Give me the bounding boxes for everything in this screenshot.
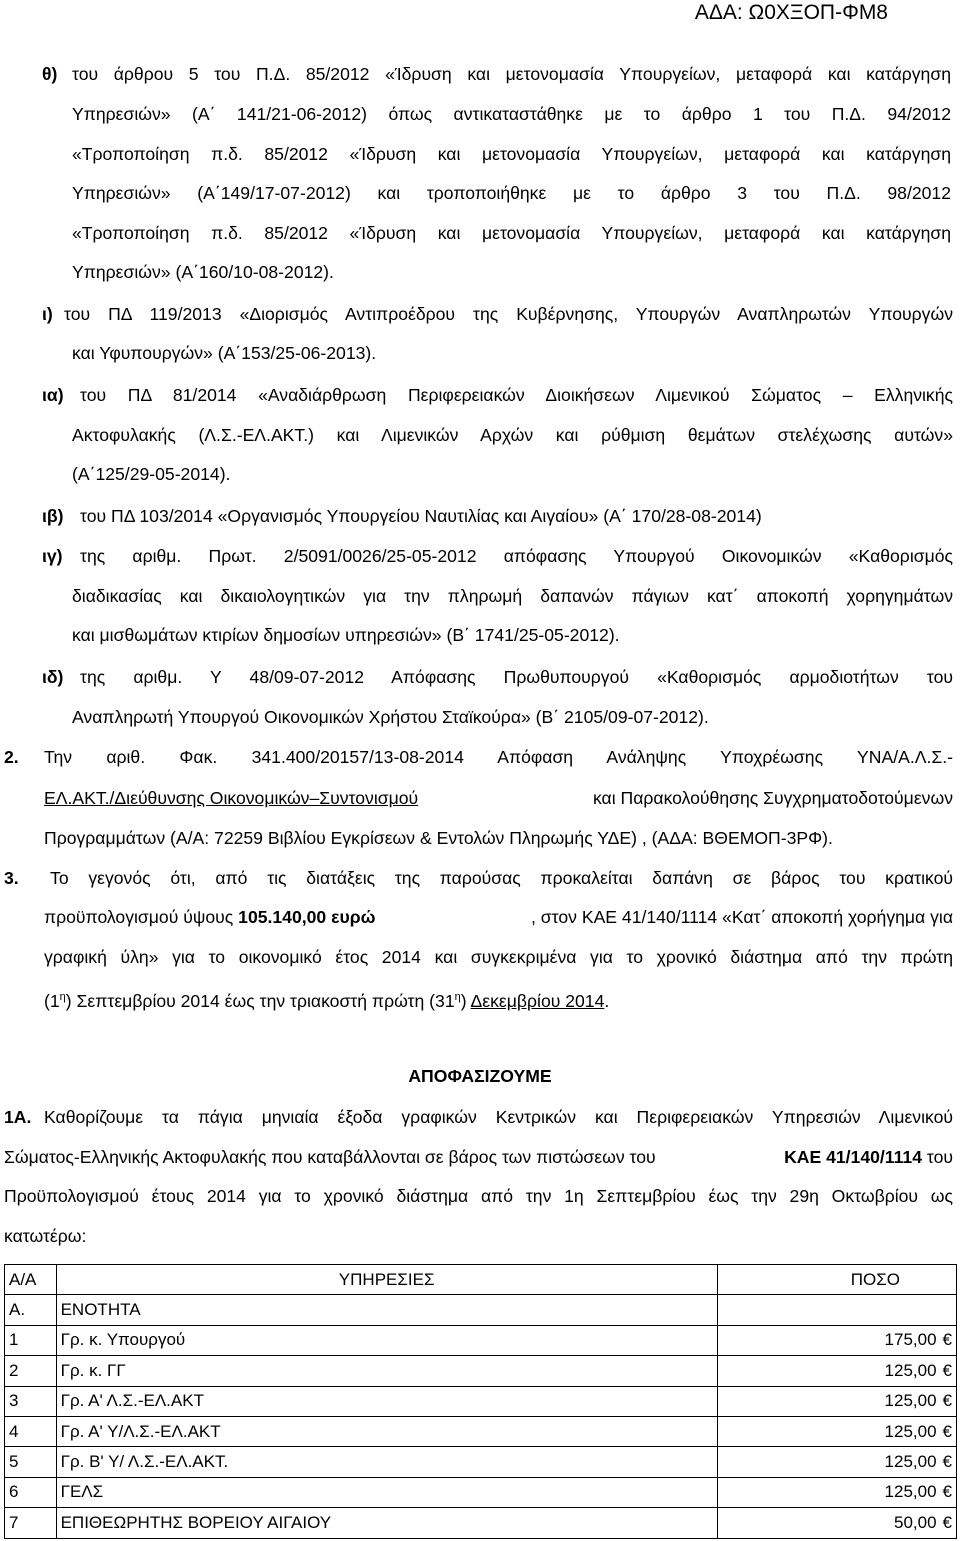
row-aa: 4 xyxy=(5,1416,57,1446)
para-theta-line: Υπηρεσιών» (Α΄160/10-08-2012). xyxy=(72,262,334,282)
para-iota-line: του ΠΔ 119/2013 «Διορισμός Αντιπροέδρου της Κυβέρνησης, Υπουργών Αναπληρωτών Υπουργών xyxy=(64,304,953,324)
para-theta-label: θ) xyxy=(42,64,58,84)
table-row xyxy=(5,1477,957,1507)
row-amount xyxy=(717,1508,956,1538)
decision-1a-kae: ΚΑΕ 41/140/1114 xyxy=(784,1147,922,1167)
para-iota-label: ι) xyxy=(42,304,53,324)
item-3-text: , στον ΚΑΕ 41/140/1114 «Κατ΄ αποκοπή χορήγημα για xyxy=(531,907,953,927)
item-3-text: ) xyxy=(460,990,471,1011)
para-id-label: ιδ) xyxy=(42,667,64,687)
item-3-text: ) Σεπτεμβρίου 2014 έως την τριακοστή πρώτη (31 xyxy=(65,990,455,1011)
para-id-line: Αναπληρωτή Υπουργού Οικονομικών Χρήστου Σταϊκούρα» (Β΄ 2105/09-07-2012). xyxy=(72,707,709,727)
para-ib-line: του ΠΔ 103/2014 «Οργανισμός Υπουργείου Ναυτιλίας και Αιγαίου» (Α΄ 170/28-08-2014) xyxy=(80,506,762,526)
decision-1a-line: Προϋπολογισμού έτους 2014 για το χρονικό διάστημα από την 1η Σεπτεμβρίου έως την 29η Οκτωβρίου ως xyxy=(4,1186,953,1206)
table-section-row xyxy=(5,1295,957,1325)
table-row xyxy=(5,1325,957,1355)
decision-1a-number: 1Α. xyxy=(4,1107,32,1127)
header-amount: ΠΟΣΟ xyxy=(717,1265,956,1295)
para-theta-line: του άρθρου 5 του Π.Δ. 85/2012 «Ίδρυση και μετονομασία Υπουργείων, μεταφορά και κατάργηση xyxy=(72,64,951,84)
euro-symbol: € xyxy=(942,1421,952,1441)
item-2-line: Την αριθ. Φακ. 341.400/20157/13-08-2014 Απόφαση Ανάληψης Υποχρέωσης ΥΝΑ/Α.Λ.Σ.- xyxy=(44,747,953,767)
euro-symbol: € xyxy=(942,1482,952,1502)
item-3-date: Δεκεμβρίου 2014 xyxy=(470,990,605,1011)
row-service: ΓΕΛΣ xyxy=(56,1477,717,1507)
item-3-line xyxy=(44,906,953,928)
row-amount xyxy=(717,1416,956,1446)
row-service: Γρ. κ. ΓΓ xyxy=(56,1356,717,1386)
row-amount-value: 125,00 xyxy=(884,1391,937,1411)
row-amount-value: 125,00 xyxy=(884,1421,937,1441)
row-service: Γρ. Β' Υ/ Λ.Σ.-ΕΛ.ΑΚΤ. xyxy=(56,1447,717,1477)
row-aa: 6 xyxy=(5,1477,57,1507)
row-amount-value: 125,00 xyxy=(884,1452,937,1472)
para-theta-line: Υπηρεσιών» (Α΄ 141/21-06-2012) όπως αντικαταστάθηκε με το άρθρο 1 του Π.Δ. 94/2012 xyxy=(72,104,951,124)
row-service: Γρ. κ. Υπουργού xyxy=(56,1325,717,1355)
item-3-text: (1 xyxy=(44,990,60,1011)
row-amount xyxy=(717,1356,956,1386)
header-services: ΥΠΗΡΕΣΙΕΣ xyxy=(56,1265,717,1295)
table-row xyxy=(5,1447,957,1477)
row-amount-value: 125,00 xyxy=(884,1360,937,1380)
decision-1a-text: Σώματος-Ελληνικής Ακτοφυλακής που καταβάλλονται σε βάρος των πιστώσεων του xyxy=(4,1147,656,1167)
para-ig-line: της αριθμ. Πρωτ. 2/5091/0026/25-05-2012 απόφασης Υπουργού Οικονομικών «Καθορισμός xyxy=(80,546,953,566)
table-row xyxy=(5,1416,957,1446)
decision-title: ΑΠΟΦΑΣΙΖΟΥΜΕ xyxy=(408,1066,552,1086)
row-aa: 2 xyxy=(5,1356,57,1386)
para-ia-line: του ΠΔ 81/2014 «Αναδιάρθρωση Περιφερειακών Διοικήσεων Λιμενικού Σώματος – Ελληνικής xyxy=(80,385,953,405)
item-3-sup: η xyxy=(59,991,66,1003)
item-3-line: γραφική ύλη» για το οικονομικό έτος 2014 και συγκεκριμένα για το χρονικό διάστημα από την πρώτη xyxy=(44,947,953,967)
table-row xyxy=(5,1508,957,1538)
expenses-table xyxy=(4,1264,957,1539)
row-service: ΕΠΙΘΕΩΡΗΤΗΣ ΒΟΡΕΙΟΥ ΑΙΓΑΙΟΥ xyxy=(56,1508,717,1538)
row-amount xyxy=(717,1477,956,1507)
row-aa: 5 xyxy=(5,1447,57,1477)
row-amount-value: 175,00 xyxy=(884,1330,937,1350)
para-ia-line: Ακτοφυλακής (Λ.Σ.-ΕΛ.ΑΚΤ.) και Λιμενικών Αρχών και ρύθμιση θεμάτων στελέχωσης αυτών» xyxy=(72,425,953,445)
euro-symbol: € xyxy=(942,1391,952,1411)
para-ig-line: διαδικασίας και δικαιολογητικών για την πληρωμή δαπανών πάγιων κατ΄ αποκοπή χορηγημάτων xyxy=(72,586,953,606)
row-amount xyxy=(717,1325,956,1355)
section-aa: Α. xyxy=(5,1295,57,1325)
item-3-line xyxy=(44,986,609,1012)
row-aa: 1 xyxy=(5,1325,57,1355)
item-3-text: προϋπολογισμού ύψους xyxy=(44,907,239,927)
item-2-directorate: ΕΛ.ΑΚΤ./Διεύθυνσης Οικονομικών–Συντονισμού xyxy=(44,788,419,808)
para-iota-line: και Υφυπουργών» (Α΄153/25-06-2013). xyxy=(72,343,377,363)
row-service: Γρ. Α' Υ/Λ.Σ.-ΕΛ.ΑΚΤ xyxy=(56,1416,717,1446)
item-3-text: . xyxy=(604,990,610,1011)
row-service: Γρ. Α' Λ.Σ.-ΕΛ.ΑΚΤ xyxy=(56,1386,717,1416)
row-amount-value: 50,00 xyxy=(893,1512,937,1532)
item-2-number: 2. xyxy=(4,747,19,767)
euro-symbol: € xyxy=(942,1360,952,1380)
table-row xyxy=(5,1386,957,1416)
euro-symbol: € xyxy=(942,1512,952,1532)
item-2-line xyxy=(44,787,953,809)
euro-symbol: € xyxy=(942,1452,952,1472)
item-3-line: Το γεγονός ότι, από τις διατάξεις της παρούσας προκαλείται δαπάνη σε βάρος του κρατικού xyxy=(50,868,953,888)
decision-1a-line xyxy=(4,1146,953,1168)
item-2-directorate-rest: και Παρακολούθησης Συγχρηματοδοτούμενων xyxy=(592,788,953,808)
item-3-sup: η xyxy=(454,991,461,1003)
para-theta-line: «Τροποποίηση π.δ. 85/2012 «Ίδρυση και μετονομασία Υπουργείων, μεταφορά και κατάργηση xyxy=(72,223,951,243)
row-amount xyxy=(717,1386,956,1416)
para-id-line: της αριθμ. Υ 48/09-07-2012 Απόφασης Πρωθυπουργού «Καθορισμός αρμοδιοτήτων του xyxy=(80,667,953,687)
item-3-amount: 105.140,00 ευρώ xyxy=(238,907,376,927)
header-aa: Α/Α xyxy=(5,1265,57,1295)
ada-header: ΑΔΑ: Ω0ΧΞΟΠ-ΦΜ8 xyxy=(694,1,888,24)
row-aa: 3 xyxy=(5,1386,57,1416)
para-theta-line: Υπηρεσιών» (Α΄149/17-07-2012) και τροποποιήθηκε με το άρθρο 3 του Π.Δ. 98/2012 xyxy=(72,183,951,203)
section-amount xyxy=(717,1295,956,1325)
table-row xyxy=(5,1356,957,1386)
para-ig-line: και μισθωμάτων κτιρίων δημοσίων υπηρεσιών» (Β΄ 1741/25-05-2012). xyxy=(72,625,620,645)
decision-1a-text: του xyxy=(922,1147,953,1167)
item-3-number: 3. xyxy=(4,868,19,888)
decision-1a-line: κατωτέρω: xyxy=(4,1226,87,1246)
section-label: ΕΝΟΤΗΤΑ xyxy=(56,1295,717,1325)
para-theta-line: «Τροποποίηση π.δ. 85/2012 «Ίδρυση και μετονομασία Υπουργείων, μεταφορά και κατάργηση xyxy=(72,144,951,164)
para-ia-label: ια) xyxy=(42,385,64,405)
euro-symbol: € xyxy=(942,1330,952,1350)
row-aa: 7 xyxy=(5,1508,57,1538)
para-ia-line: (Α΄125/29-05-2014). xyxy=(72,464,231,484)
row-amount xyxy=(717,1447,956,1477)
item-2-line: Προγραμμάτων (Α/Α: 72259 Βιβλίου Εγκρίσεων & Εντολών Πληρωμής ΥΔΕ) , (ΑΔΑ: ΒΘΕΜΟΠ-3ΡΦ). xyxy=(44,828,833,848)
table-header-row xyxy=(5,1265,957,1295)
para-ib-label: ιβ) xyxy=(42,506,64,526)
para-ig-label: ιγ) xyxy=(42,546,63,566)
row-amount-value: 125,00 xyxy=(884,1482,937,1502)
decision-1a-line: Καθορίζουμε τα πάγια μηνιαία έξοδα γραφικών Κεντρικών και Περιφερειακών Υπηρεσιών Λιμενικού xyxy=(44,1107,953,1127)
